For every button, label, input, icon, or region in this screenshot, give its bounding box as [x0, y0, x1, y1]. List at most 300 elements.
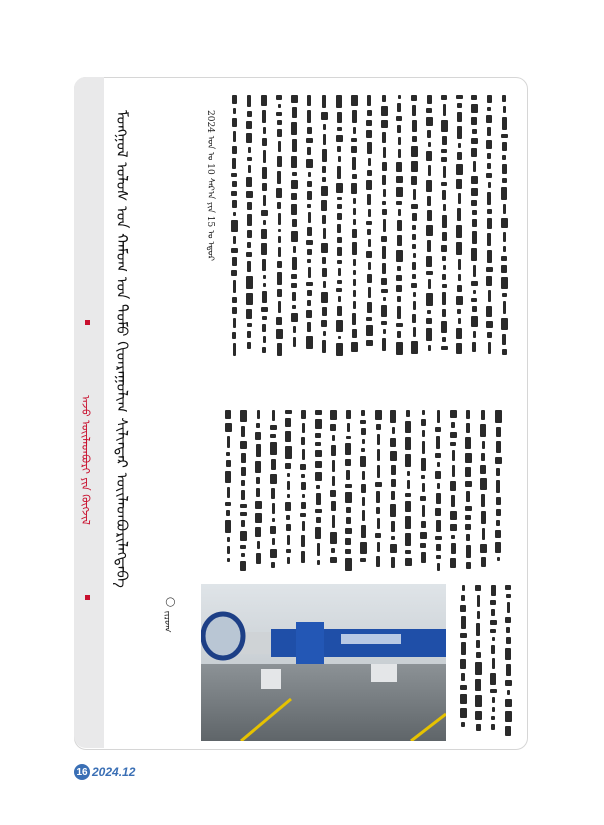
script-stroke: [352, 174, 357, 179]
script-stroke: [262, 110, 266, 123]
script-stroke: [330, 424, 336, 431]
script-stroke: [456, 328, 462, 339]
script-stroke: [262, 167, 267, 179]
script-stroke: [487, 107, 491, 111]
script-stroke: [482, 528, 485, 540]
script-stroke: [480, 465, 486, 474]
script-stroke: [465, 453, 472, 463]
script-stroke: [248, 165, 251, 173]
text-column: [481, 95, 497, 360]
script-stroke: [450, 432, 457, 438]
script-stroke: [406, 410, 410, 417]
text-column: [490, 410, 506, 575]
script-stroke: [437, 563, 440, 571]
script-stroke: [292, 219, 297, 227]
text-column: [310, 410, 326, 575]
script-stroke: [246, 191, 253, 198]
script-stroke: [486, 140, 492, 149]
script-stroke: [336, 95, 342, 108]
script-stroke: [306, 282, 313, 286]
script-stroke: [337, 112, 342, 124]
script-stroke: [476, 640, 480, 648]
script-stroke: [321, 200, 327, 211]
script-stroke: [308, 172, 311, 177]
script-stroke: [390, 544, 397, 553]
script-stroke: [456, 179, 462, 189]
script-stroke: [276, 329, 283, 339]
script-stroke: [480, 424, 486, 437]
script-stroke: [437, 462, 440, 467]
script-stroke: [383, 297, 386, 301]
script-stroke: [501, 134, 508, 138]
script-stroke: [421, 475, 425, 479]
script-stroke: [466, 562, 471, 569]
text-column: [346, 95, 362, 360]
script-stroke: [317, 543, 320, 556]
script-stroke: [490, 673, 496, 685]
script-stroke: [481, 453, 485, 461]
script-stroke: [292, 305, 296, 309]
script-stroke: [352, 229, 357, 238]
script-stroke: [225, 502, 231, 506]
script-stroke: [227, 537, 230, 542]
script-stroke: [501, 277, 508, 289]
script-stroke: [225, 471, 231, 483]
script-stroke: [488, 182, 491, 188]
script-stroke: [346, 517, 351, 524]
script-stroke: [285, 431, 291, 442]
script-stroke: [256, 488, 260, 497]
script-stroke: [231, 220, 238, 233]
script-stroke: [336, 288, 342, 292]
article-headline: [104, 110, 146, 610]
script-stroke: [257, 410, 260, 419]
script-stroke: [422, 505, 425, 517]
script-stroke: [505, 726, 511, 736]
script-stroke: [405, 501, 411, 512]
script-stroke: [360, 542, 367, 554]
script-stroke: [435, 536, 442, 540]
script-stroke: [496, 468, 500, 476]
script-stroke: [405, 516, 411, 529]
issue-label: 2024.12: [92, 765, 136, 779]
script-stroke: [277, 272, 282, 285]
script-stroke: [473, 265, 476, 277]
script-stroke: [466, 410, 470, 419]
script-stroke: [291, 283, 297, 288]
script-stroke: [471, 176, 478, 184]
script-stroke: [302, 494, 305, 498]
script-stroke: [382, 246, 386, 259]
script-stroke: [396, 285, 402, 292]
script-stroke: [501, 187, 507, 200]
script-stroke: [368, 209, 371, 217]
script-stroke: [263, 336, 266, 343]
script-stroke: [471, 316, 478, 327]
text-column: [451, 95, 467, 360]
script-stroke: [480, 478, 487, 490]
script-stroke: [227, 558, 230, 562]
script-stroke: [413, 327, 416, 337]
script-stroke: [247, 111, 252, 117]
script-stroke: [412, 244, 416, 249]
script-stroke: [487, 95, 492, 103]
script-stroke: [486, 276, 492, 286]
script-stroke: [481, 410, 485, 420]
script-stroke: [441, 182, 447, 186]
script-stroke: [338, 156, 341, 163]
script-stroke: [323, 228, 326, 239]
script-stroke: [307, 290, 312, 296]
text-column: [220, 410, 236, 575]
script-stroke: [428, 165, 431, 176]
script-stroke: [460, 685, 467, 690]
script-stroke: [426, 271, 433, 275]
script-stroke: [460, 694, 467, 704]
script-stroke: [366, 251, 372, 258]
script-stroke: [457, 103, 462, 108]
factory-photo: [201, 584, 446, 741]
script-stroke: [247, 95, 251, 107]
script-stroke: [232, 332, 236, 339]
script-stroke: [502, 142, 507, 151]
script-stroke: [428, 142, 431, 147]
script-stroke: [471, 281, 478, 286]
script-stroke: [262, 259, 266, 271]
script-stroke: [353, 208, 356, 215]
script-stroke: [322, 268, 327, 277]
script-stroke: [405, 421, 411, 433]
script-stroke: [442, 337, 446, 342]
script-stroke: [287, 473, 290, 477]
script-stroke: [315, 450, 322, 457]
script-stroke: [458, 318, 461, 324]
script-stroke: [360, 558, 366, 562]
script-stroke: [336, 343, 343, 356]
article-date: [204, 110, 222, 310]
script-stroke: [232, 118, 237, 127]
text-column: [415, 410, 431, 575]
script-stroke: [382, 175, 386, 185]
script-stroke: [377, 465, 380, 478]
script-stroke: [227, 487, 230, 498]
text-column: [250, 410, 266, 575]
script-stroke: [256, 553, 261, 564]
script-stroke: [505, 699, 512, 707]
script-stroke: [362, 497, 365, 506]
script-stroke: [323, 134, 326, 145]
script-stroke: [361, 410, 365, 416]
script-stroke: [366, 130, 372, 138]
script-stroke: [426, 318, 432, 324]
script-stroke: [465, 506, 472, 511]
script-stroke: [390, 410, 396, 423]
script-stroke: [495, 457, 502, 464]
script-stroke: [337, 280, 342, 284]
script-stroke: [321, 112, 328, 120]
script-stroke: [315, 419, 322, 429]
text-column: [376, 95, 392, 360]
script-stroke: [361, 448, 365, 452]
script-stroke: [240, 441, 247, 449]
script-stroke: [381, 106, 388, 116]
script-stroke: [383, 189, 386, 197]
script-stroke: [427, 310, 431, 314]
script-stroke: [491, 724, 495, 730]
text-column: [226, 95, 242, 360]
script-stroke: [465, 481, 472, 487]
script-stroke: [396, 342, 403, 355]
script-stroke: [487, 209, 492, 214]
script-stroke: [486, 306, 492, 317]
script-stroke: [261, 307, 268, 312]
script-stroke: [450, 524, 457, 531]
script-stroke: [476, 623, 480, 636]
text-column: [391, 95, 407, 360]
script-stroke: [487, 127, 491, 136]
script-stroke: [495, 410, 502, 423]
text-column: [340, 410, 356, 575]
script-stroke: [473, 290, 476, 294]
script-stroke: [271, 562, 275, 568]
script-stroke: [232, 297, 237, 303]
script-stroke: [315, 410, 322, 415]
page-number-badge: 16: [74, 764, 90, 780]
script-stroke: [471, 248, 477, 261]
script-stroke: [301, 551, 305, 563]
script-stroke: [227, 546, 230, 554]
script-stroke: [240, 410, 247, 422]
script-stroke: [412, 213, 417, 221]
script-stroke: [382, 209, 387, 215]
script-stroke: [351, 342, 358, 352]
script-stroke: [261, 210, 268, 216]
script-stroke: [456, 164, 463, 175]
script-stroke: [368, 287, 371, 298]
script-stroke: [307, 259, 311, 263]
script-stroke: [465, 437, 471, 449]
script-stroke: [442, 256, 446, 261]
script-stroke: [475, 679, 481, 691]
script-stroke: [308, 267, 311, 278]
script-stroke: [502, 178, 507, 183]
script-stroke: [466, 545, 471, 558]
script-stroke: [232, 95, 237, 104]
script-stroke: [332, 476, 335, 486]
script-stroke: [382, 201, 386, 205]
script-stroke: [505, 617, 511, 623]
script-stroke: [412, 262, 416, 270]
script-stroke: [262, 183, 267, 191]
script-stroke: [441, 95, 447, 100]
script-stroke: [277, 120, 282, 125]
script-stroke: [286, 524, 291, 531]
script-stroke: [315, 527, 321, 539]
script-stroke: [460, 633, 467, 638]
script-stroke: [471, 200, 477, 206]
script-stroke: [353, 219, 356, 225]
script-stroke: [227, 436, 230, 448]
script-stroke: [231, 191, 237, 196]
script-stroke: [492, 637, 495, 641]
script-stroke: [426, 256, 432, 267]
script-stroke: [490, 689, 497, 693]
script-stroke: [300, 513, 306, 517]
script-stroke: [307, 249, 312, 255]
script-stroke: [481, 511, 486, 524]
script-stroke: [255, 513, 262, 523]
script-stroke: [272, 538, 275, 545]
script-stroke: [505, 648, 511, 660]
script-stroke: [285, 502, 291, 511]
script-stroke: [362, 439, 365, 444]
text-column: [280, 410, 296, 575]
script-stroke: [277, 343, 282, 356]
script-stroke: [278, 141, 281, 152]
script-stroke: [382, 263, 386, 274]
script-stroke: [366, 120, 372, 126]
script-stroke: [412, 136, 417, 142]
script-stroke: [261, 243, 267, 255]
script-stroke: [491, 585, 496, 596]
script-stroke: [367, 302, 372, 313]
script-stroke: [441, 120, 448, 132]
script-stroke: [233, 318, 236, 329]
script-stroke: [397, 235, 402, 246]
script-stroke: [397, 125, 401, 133]
script-stroke: [507, 602, 510, 613]
script-stroke: [496, 427, 501, 437]
script-stroke: [277, 129, 282, 137]
script-stroke: [457, 152, 462, 160]
script-stroke: [457, 285, 462, 292]
script-stroke: [241, 467, 246, 476]
script-stroke: [426, 225, 433, 236]
script-stroke: [420, 532, 427, 539]
script-stroke: [411, 204, 418, 209]
script-stroke: [226, 452, 230, 456]
script-stroke: [270, 425, 277, 430]
script-stroke: [487, 192, 491, 205]
script-stroke: [270, 442, 277, 455]
script-stroke: [285, 410, 292, 414]
script-stroke: [488, 290, 491, 302]
script-stroke: [381, 305, 387, 317]
script-stroke: [322, 340, 326, 353]
script-stroke: [375, 410, 382, 420]
script-stroke: [376, 507, 380, 514]
script-stroke: [496, 441, 501, 453]
script-stroke: [262, 324, 266, 332]
script-stroke: [345, 549, 351, 555]
script-stroke: [461, 595, 465, 601]
script-stroke: [391, 479, 396, 487]
script-stroke: [278, 236, 281, 243]
script-stroke: [391, 536, 395, 540]
script-stroke: [353, 198, 356, 204]
script-stroke: [486, 321, 493, 328]
script-stroke: [421, 521, 426, 528]
script-stroke: [263, 275, 266, 279]
script-stroke: [240, 531, 247, 541]
script-stroke: [442, 274, 446, 280]
script-stroke: [317, 560, 320, 565]
script-stroke: [426, 117, 433, 126]
script-stroke: [443, 265, 446, 270]
script-stroke: [255, 432, 261, 440]
script-stroke: [507, 690, 510, 695]
script-stroke: [232, 181, 237, 187]
script-stroke: [420, 543, 426, 548]
script-stroke: [292, 292, 296, 301]
script-stroke: [246, 177, 252, 187]
script-stroke: [361, 428, 366, 435]
script-stroke: [353, 301, 356, 309]
script-stroke: [272, 410, 275, 421]
script-stroke: [293, 246, 296, 253]
script-stroke: [405, 454, 411, 467]
script-stroke: [492, 658, 495, 669]
text-column: [331, 95, 347, 360]
script-stroke: [450, 481, 456, 491]
script-stroke: [491, 609, 495, 616]
script-stroke: [487, 218, 492, 229]
script-stroke: [480, 544, 487, 553]
script-stroke: [291, 274, 297, 279]
script-stroke: [291, 313, 298, 322]
script-stroke: [307, 300, 311, 306]
script-stroke: [506, 594, 511, 598]
text-column: [385, 410, 401, 575]
script-stroke: [451, 495, 455, 507]
script-stroke: [436, 436, 440, 449]
script-stroke: [466, 534, 470, 541]
script-stroke: [397, 220, 402, 231]
script-stroke: [240, 545, 246, 549]
headline-text: ᠮᠣᠩᠭᠣᠯ ᠤᠯᠤᠰ ᠤᠨ ᠬᠠᠮᠤᠭ ᠤᠨ ᠲᠣᠮᠣ ᠭᠢᠳᠷᠠᠭᠤᠯᠢᠭ ᠰᠢᠯᠢᠨᠳᠡᠷ ᠦᠢᠯᠡᠳᠪᠦᠷᠢᠯᠡᠭᠳᠡᠪᠡ: [113, 110, 131, 588]
script-stroke: [345, 459, 351, 466]
script-stroke: [458, 193, 461, 204]
script-stroke: [272, 518, 275, 522]
script-stroke: [381, 278, 387, 285]
script-stroke: [405, 437, 411, 450]
script-stroke: [292, 139, 297, 152]
script-stroke: [436, 493, 441, 504]
script-stroke: [502, 349, 507, 355]
script-stroke: [491, 645, 495, 654]
script-stroke: [352, 110, 357, 123]
script-stroke: [502, 117, 507, 130]
script-stroke: [428, 279, 431, 289]
script-stroke: [442, 292, 446, 305]
script-stroke: [435, 427, 441, 432]
script-stroke: [407, 480, 410, 489]
script-stroke: [435, 471, 441, 479]
script-stroke: [307, 147, 311, 155]
script-stroke: [285, 418, 291, 427]
script-stroke: [352, 157, 356, 170]
script-stroke: [270, 474, 277, 484]
script-stroke: [412, 274, 416, 279]
script-stroke: [353, 270, 356, 275]
script-stroke: [390, 438, 396, 447]
script-stroke: [287, 535, 290, 545]
script-stroke: [322, 257, 326, 264]
script-stroke: [315, 472, 322, 481]
script-stroke: [276, 112, 282, 116]
script-stroke: [442, 309, 446, 317]
script-stroke: [306, 310, 312, 318]
